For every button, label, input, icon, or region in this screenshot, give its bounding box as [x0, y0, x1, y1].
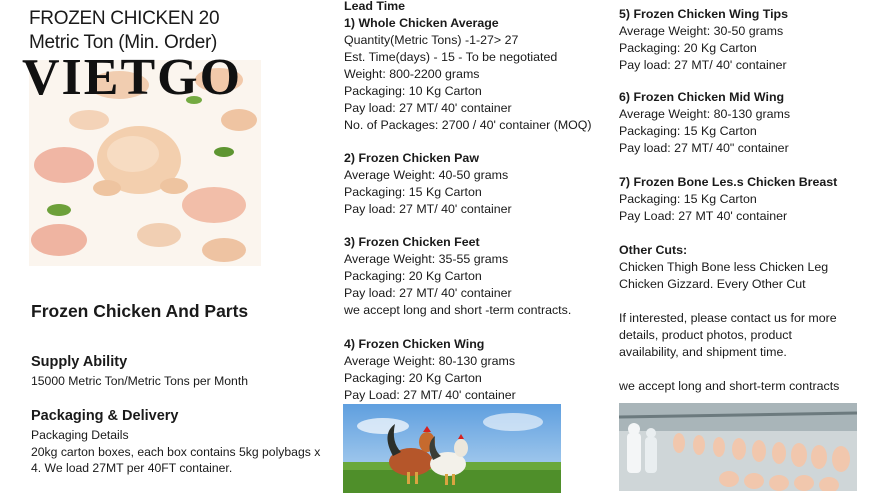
section-line: Packaging: 20 Kg Carton: [344, 269, 482, 283]
section-line: Packaging: 15 Kg Carton: [619, 124, 757, 138]
supply-heading: Supply Ability: [31, 354, 128, 370]
section-line: Pay Load: 27 MT 40' container: [619, 209, 788, 223]
section-line: Est. Time(days) - 15 - To be negotiated: [344, 50, 558, 64]
section-title: 2) Frozen Chicken Paw: [344, 151, 479, 165]
section-line: No. of Packages: 2700 / 40' container (MOQ): [344, 118, 592, 132]
section-line: Pay load: 27 MT/ 40' container: [344, 286, 512, 300]
section-wing-tips: [619, 6, 788, 74]
section-whole-chicken: [344, 15, 592, 134]
supply-text: 15000 Metric Ton/Metric Tons per Month: [31, 374, 248, 388]
section-title: 1) Whole Chicken Average: [344, 16, 499, 30]
section-line: Weight: 800-2200 grams: [344, 67, 480, 81]
contact-line: availability, and shipment time.: [619, 345, 787, 359]
section-boneless-breast: [619, 174, 837, 225]
section-line: Packaging: 20 Kg Carton: [619, 41, 757, 55]
section-line: Quantity(Metric Tons) -1-27> 27: [344, 33, 519, 47]
section-title: 3) Frozen Chicken Feet: [344, 235, 480, 249]
section-line: Pay load: 27 MT/ 40' container: [344, 202, 512, 216]
packaging-line-2: 4. We load 27MT per 40FT container.: [31, 461, 233, 475]
section-title: Other Cuts:: [619, 243, 688, 257]
lead-time-heading: Lead Time: [344, 0, 406, 13]
contact-line: If interested, please contact us for more: [619, 311, 837, 325]
vietgo-logo: VIETGO: [22, 49, 243, 106]
section-line: Packaging: 10 Kg Carton: [344, 84, 482, 98]
section-line: Average Weight: 80-130 grams: [344, 354, 516, 368]
section-line: we accept long and short -term contracts.: [344, 303, 572, 317]
section-line: Pay load: 27 MT/ 40" container: [619, 141, 789, 155]
section-line: Chicken Gizzard. Every Other Cut: [619, 277, 806, 291]
section-line: Pay load: 27 MT/ 40' container: [344, 101, 512, 115]
section-mid-wing: [619, 89, 790, 157]
section-line: Packaging: 15 Kg Carton: [344, 185, 482, 199]
roosters-illustration: [343, 404, 561, 493]
processing-line-illustration: [619, 403, 857, 491]
section-line: Pay load: 27 MT/ 40' container: [619, 58, 787, 72]
processing-line-photo: [619, 403, 857, 491]
packaging-heading: Packaging & Delivery: [31, 408, 179, 424]
section-line: Average Weight: 80-130 grams: [619, 107, 791, 121]
section-line: Chicken Thigh Bone less Chicken Leg: [619, 260, 829, 274]
contact-line: details, product photos, product: [619, 328, 792, 342]
section-line: Average Weight: 40-50 grams: [344, 168, 509, 182]
product-heading: Frozen Chicken And Parts: [31, 301, 249, 321]
section-line: Average Weight: 35-55 grams: [344, 252, 509, 266]
section-chicken-feet: [344, 234, 571, 319]
packaging-line-1: 20kg carton boxes, each box contains 5kg polybags x: [31, 445, 321, 459]
packaging-details-label: Packaging Details: [31, 428, 129, 442]
section-line: Packaging: 15 Kg Carton: [619, 192, 757, 206]
section-title: 6) Frozen Chicken Mid Wing: [619, 90, 785, 104]
section-title: 4) Frozen Chicken Wing: [344, 337, 485, 351]
contact-paragraph: [619, 310, 837, 361]
section-line: Packaging: 20 Kg Carton: [344, 371, 482, 385]
section-title: 5) Frozen Chicken Wing Tips: [619, 7, 789, 21]
section-chicken-wing: [344, 336, 516, 404]
section-title: 7) Frozen Bone Les.s Chicken Breast: [619, 175, 838, 189]
section-line: Pay Load: 27 MT/ 40' container: [344, 388, 516, 402]
section-chicken-paw: [344, 150, 512, 218]
roosters-photo: [343, 404, 561, 493]
title-line-2: Metric Ton (Min. Order): [29, 32, 218, 53]
title-line-1: FROZEN CHICKEN 20: [29, 8, 220, 29]
section-other-cuts: [619, 242, 828, 293]
contracts-note: we accept long and short-term contracts: [619, 379, 840, 393]
section-line: Average Weight: 30-50 grams: [619, 24, 784, 38]
